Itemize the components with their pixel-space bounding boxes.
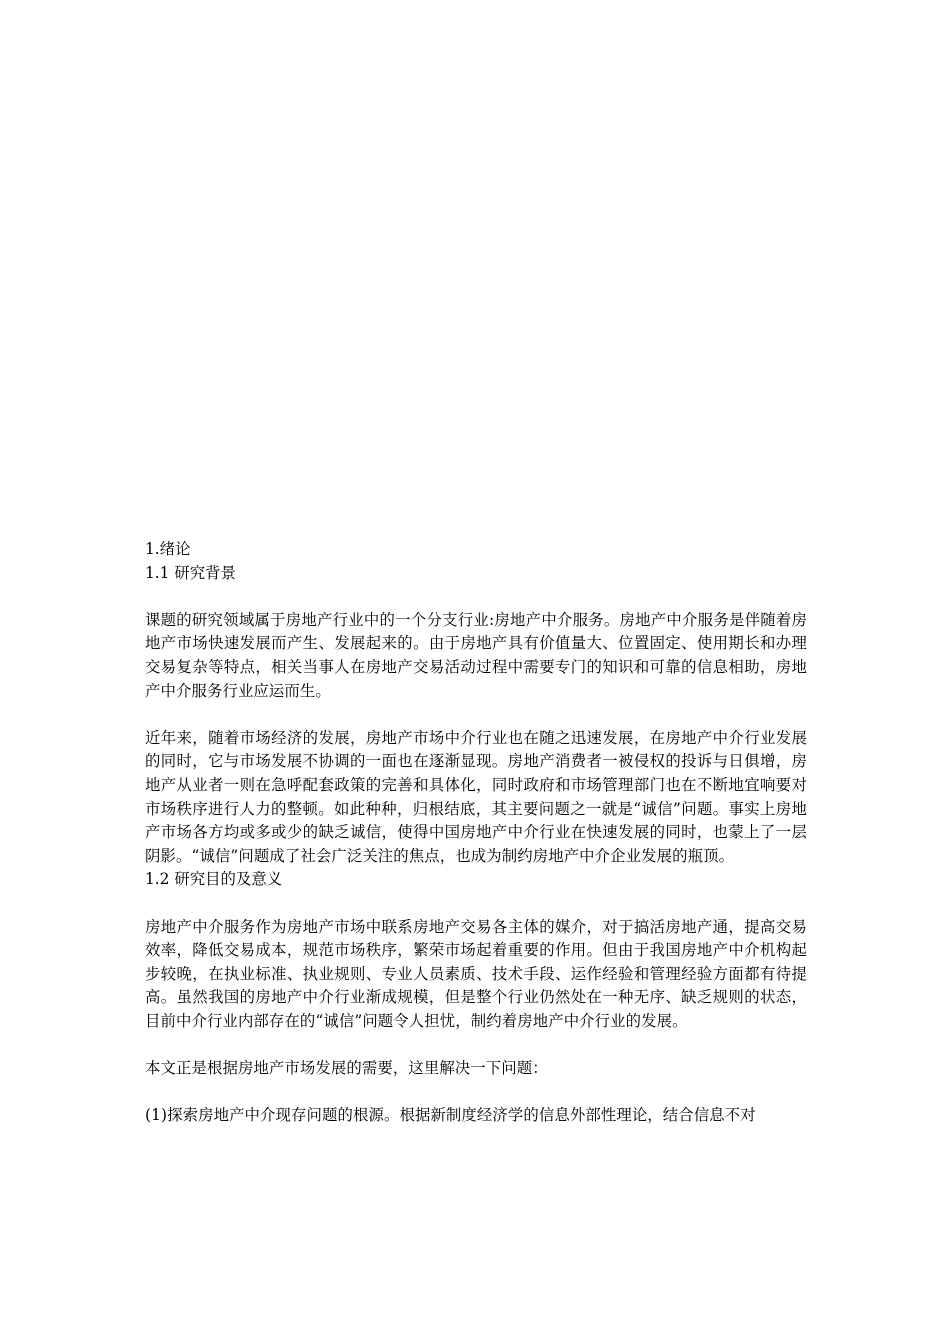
section-heading-research-background: 1.1 研究背景	[145, 563, 236, 582]
paragraph-intermediary-role: 房地产中介服务作为房地产市场中联系房地产交易各主体的媒介，对于搞活房地产通，提高交易效率，降低交易成本，规范市场秩序，繁荣市场起着重要的作用。但由于我国房地产中介机构起步较晚，在执业标准、执业规则、专业人员素质、技术手段、运作经验和管理经验方面都有待提高。虽然我国的房地产中介行业渐成规模，但是整个行业仍然处在一种无序、缺乏规则的状态，目前中介行业内部存在的“诚信”问题令人担忧，制约着房地产中介行业的发展。	[145, 917, 807, 1030]
paragraph-item-1: (1)探索房地产中介现存问题的根源。根据新制度经济学的信息外部性理论，结合信息不对	[145, 1106, 756, 1125]
section-heading-purpose: 1.2 研究目的及意义	[145, 870, 283, 889]
paragraph-gap	[145, 892, 807, 916]
paragraph-recent-development: 近年来，随着市场经济的发展，房地产市场中介行业也在随之迅速发展，在房地产中介行业发展的同时，它与市场发展不协调的一面也在逐渐显现。房地产消费者一被侵权的投诉与日俱增，房地产从业者一则在急呼配套政策的完善和具体化，同时政府和市场管理部门也在不断地宜响要对市场秩序进行人力的整顿。如此种种，归根结底，其主要问题之一就是“诚信”问题。事实上房地产市场各方均或多或少的缺乏诚信，使得中国房地产中介行业在快速发展的同时，也蒙上了一层阴影。“诚信”问题成了社会广泛关注的焦点，也成为制约房地产中介企业发展的瓶顶。	[145, 728, 807, 865]
paragraph-gap	[145, 1033, 807, 1057]
chapter-heading: 1.绪论	[145, 540, 191, 558]
paragraph-gap	[145, 703, 807, 727]
paragraph-problem-intro: 本文正是根据房地产市场发展的需要，这里解决一下问题：	[145, 1059, 548, 1078]
paragraph-gap	[145, 1081, 807, 1105]
paragraph-gap	[145, 585, 807, 609]
document-body	[145, 538, 807, 1128]
paragraph-research-field: 课题的研究领域属于房地产行业中的一个分支行业:房地产中介服务。房地产中介服务是伴随着房地产市场快速发展而产生、发展起来的。由于房地产具有价值量大、位置固定、使用期长和办理交易复杂等特点，相关当事人在房地产交易活动过程中需要专门的知识和可靠的信息相助，房地产中介服务行业应运而生。	[145, 610, 807, 700]
